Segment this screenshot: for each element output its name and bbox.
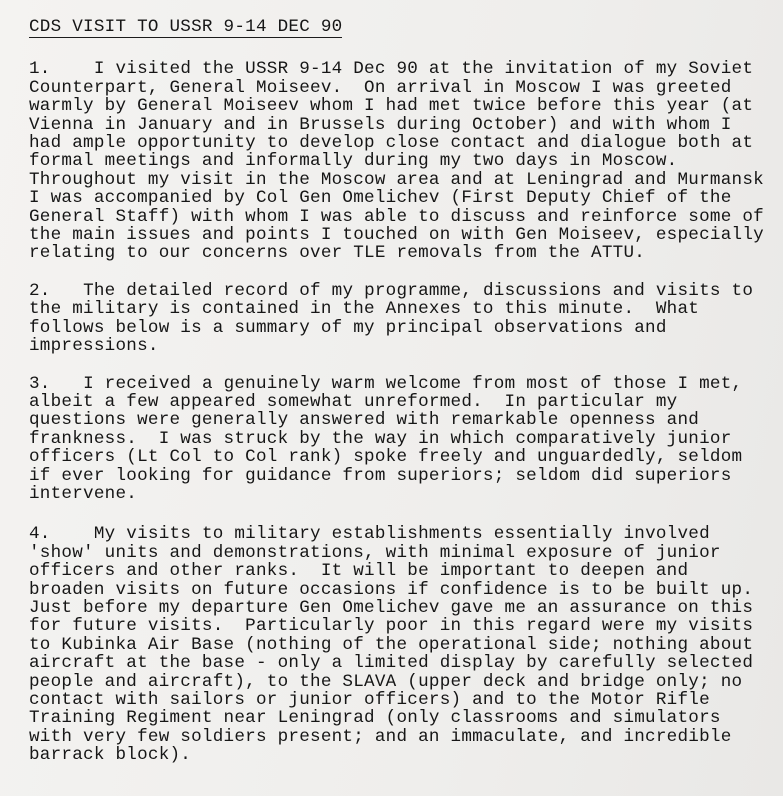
paragraph-3 xyxy=(29,375,774,504)
paragraph-text: I received a genuinely warm welcome from most of those I met, albeit a few appeared somewhat unreformed. In particular my questions were generally answered with remarkable openness and frankness. I was struck by the way in which comparatively junior officers (Lt Col to Col rank) spoke freely and unguardedly, seldom if ever looking for guidance from superiors; seldom did superiors intervene. xyxy=(29,373,754,504)
document-title: CDS VISIT TO USSR 9-14 DEC 90 xyxy=(29,17,343,37)
paragraph-text: I visited the USSR 9-14 Dec 90 at the invitation of my Soviet Counterpart, General Moiseev. On arrival in Moscow I was greeted warmly by General Moiseev whom I had met twice before this year (at Vienna in January and in Brussels during October) and with whom I had ample opportunity to develop close contact and dialogue both at formal meetings and informally during my two days in Moscow. Throughout my visit in the Moscow area and at Leningrad and Murmansk I was accompanied by Col Gen Omelichev (First Deputy Chief of the General Staff) with whom I was able to discuss and reinforce some of the main issues and points I touched on with Gen Moiseev, especially relating to our concerns over TLE removals from the ATTU. xyxy=(29,59,775,264)
paragraph-number: 4. xyxy=(29,524,51,545)
paragraph-number: 1. xyxy=(29,59,51,80)
paragraph-2 xyxy=(29,282,774,356)
paragraph-text: My visits to military establishments essentially involved 'show' units and demonstrations, with minimal exposure of junior officers and other ranks. It will be important to deepen and broaden visits on future occasions if confidence is to be built up. Just before my departure Gen Omelichev gave me an assurance on this for future visits. Particularly poor in this regard were my visits to Kubinka Air Base (nothing of the operational side; nothing about aircraft at the base - only a limited display by carefully selected people and aircraft), to the SLAVA (upper deck and bridge only; no contact with sailors or junior officers) and to the Motor Rifle Training Regiment near Leningrad (only classrooms and simulators with very few soldiers present; and an immaculate, and incredible barrack block). xyxy=(29,524,775,766)
paragraph-text: The detailed record of my programme, discussions and visits to the military is contained in the Annexes to this minute. What follows below is a summary of my principal observations and impressions. xyxy=(29,280,764,357)
memo-body xyxy=(29,18,774,784)
paragraph-4 xyxy=(29,525,774,764)
paragraph-number: 3. xyxy=(29,373,51,394)
paragraph-1 xyxy=(29,60,774,262)
paragraph-number: 2. xyxy=(29,280,51,301)
